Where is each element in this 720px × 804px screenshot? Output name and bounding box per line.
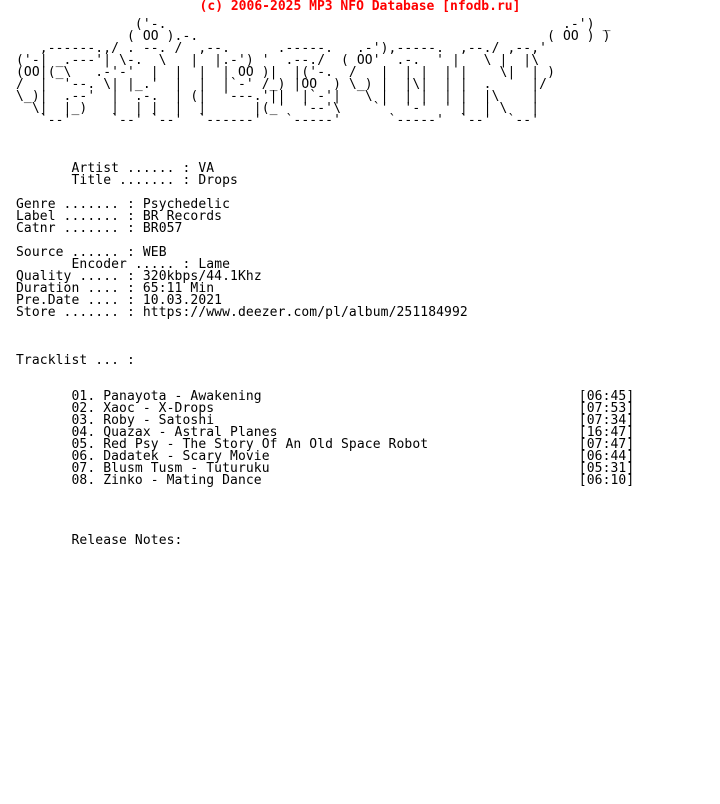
track-time: [06:44] — [578, 449, 635, 464]
ascii-logo-line: (OO|(_\ .-'-' | | | | OO )| |('-. / | | | | | \| | ) — [16, 65, 556, 80]
ascii-logo-line: ( OO ).-. ( OO ) ) — [16, 29, 611, 44]
nfo-document — [16, 19, 634, 547]
info-genre: Genre ....... : Psychedelic — [16, 197, 231, 212]
ascii-logo — [16, 19, 634, 127]
site-header: (c) 2006-2025 MP3 NFO Database [nfodb.ru] — [199, 0, 521, 14]
track-time: [06:45] — [578, 389, 635, 404]
predate-value: 10.03.2021 — [142, 293, 223, 308]
info-title: Title ....... : Drops — [71, 173, 238, 188]
track-title: 01. Panayota - Awakening — [16, 389, 579, 404]
ascii-logo-line: ,------.,/ . --. / ,--. .-----. .-'),-----. ,--./ ,--,' — [16, 41, 548, 56]
info-store: Store ....... : https://www.deezer.com/pl/album/251184992 — [16, 305, 468, 320]
track-time: [16:47] — [578, 425, 635, 440]
ascii-logo-line: \_)| .--' | .-. | (| '---.'|| |`-'| \ | | | | | |\ | — [16, 89, 540, 104]
track-title: 02. Xaoc - X-Drops — [16, 401, 579, 416]
ascii-logo-line: ('-| _.---'| \-. \ | |.-') ' .--./ ( OO' .-. ' | \ | |\ — [16, 53, 540, 68]
info-source: Source ...... : WEB — [16, 245, 167, 260]
track-time: [06:10] — [578, 473, 635, 488]
tracklist-heading: Tracklist ... : — [16, 353, 135, 368]
info-label: Label ....... : BR Records — [16, 209, 223, 224]
artist-value: VA — [198, 161, 215, 176]
info-encoder: Encoder ..... : Lame — [71, 257, 231, 272]
track-time: [07:47] — [578, 437, 635, 452]
track-time: [07:53] — [578, 401, 635, 416]
duration-value: 65:11 Min — [142, 281, 215, 296]
ascii-logo-line: / | '--. \| |_.' | | |`-' /_) |OO ) \_) | |\| | | . |/ — [16, 77, 548, 92]
track-title: 04. Quazax - Astral Planes — [16, 425, 579, 440]
track-title: 03. Roby - Satoshi — [16, 413, 579, 428]
track-title: 07. Blusm Tusm - Tuturuku — [16, 461, 579, 476]
track-title: 05. Red Psy - The Story Of An Old Space Robot — [16, 437, 579, 452]
release-notes-heading: Release Notes: — [71, 533, 183, 548]
encoder-value: Lame — [198, 257, 231, 272]
label-value: BR Records — [142, 209, 223, 224]
quality-value: 320kbps/44.1Khz — [142, 269, 262, 284]
info-duration: Duration .... : 65:11 Min — [16, 281, 215, 296]
title-value: Drops — [198, 173, 238, 188]
source-value: WEB — [142, 245, 167, 260]
ascii-logo-line: \| |_) | | | | | |(_' '--'\ `' '-' ' | | \ | — [16, 101, 540, 116]
ascii-logo-line: `--' `--' `--' `------' `-----' `-----' `--' `--' — [16, 113, 540, 128]
catnr-value: BR057 — [142, 221, 183, 236]
info-catnr: Catnr ....... : BR057 — [16, 221, 183, 236]
info-predate: Pre.Date .... : 10.03.2021 — [16, 293, 223, 308]
store-value: https://www.deezer.com/pl/album/251184992 — [142, 305, 468, 320]
info-quality: Quality ..... : 320kbps/44.1Khz — [16, 269, 262, 284]
tracklist — [16, 391, 634, 487]
ascii-logo-line: ('-. .-') _ — [16, 17, 611, 32]
info-artist: Artist ...... : VA — [71, 161, 215, 176]
track-time: [07:34] — [578, 413, 635, 428]
genre-value: Psychedelic — [142, 197, 231, 212]
track-title: 06. Dadatek - Scary Movie — [16, 449, 579, 464]
track-row — [16, 475, 634, 487]
track-time: [05:31] — [578, 461, 635, 476]
track-title: 08. Zinko - Mating Dance — [16, 473, 579, 488]
